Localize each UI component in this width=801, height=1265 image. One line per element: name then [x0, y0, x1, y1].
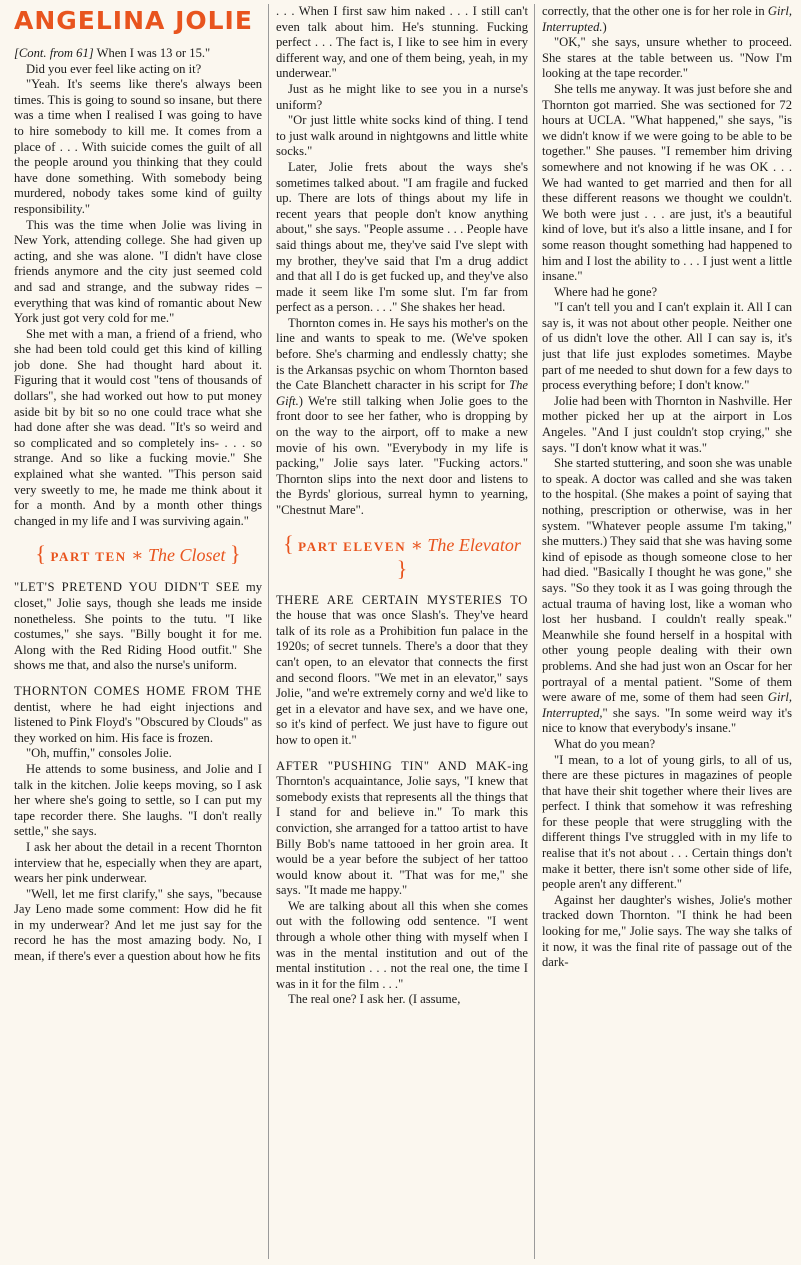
part-name: The Closet [148, 545, 226, 566]
part-label: PART ELEVEN [298, 538, 407, 554]
section-heading-part-ten: { PART TEN ∗ The Closet } [35, 541, 241, 567]
paragraph: She started stuttering, and soon she was unable to speak. A doctor was called and she was taken to the hospital. (She makes a point of saying that nothing, prescription or otherwise, was in her system. "Whatever people assume I'm taking," she mutters.) They said that she was having some kind of episode as though someone close to her had died. "Basically I thought he was gone," she says. "So they took it as I was going through the actual trauma of having lost, like a woman who lost her husband. I couldn't really speak." Meanwhile she found herself in a hospital with other young people dealing with their own problems. And she had just won an Oscar for her portrayal of a mental patient. "Some of them were aware of me, some of them had seen Girl, Interrupted," she says. "In some weird way it's nice to know that everybody's insane." [542, 456, 792, 736]
paragraph: "Oh, muffin," consoles Jolie. [26, 746, 172, 761]
paragraph: Where had he gone? [554, 284, 658, 299]
paragraph: I ask her about the detail in a recent Thornton interview that he, especially when they are apart, wears her pink underwear. [14, 839, 262, 886]
column-1 [14, 4, 262, 1261]
paragraph: Jolie had been with Thornton in Nashville. Her mother picked her up at the airport in Los Angeles. "And I just couldn't stop crying," she says. "I don't know what it was." [542, 393, 792, 455]
paragraph: Later, Jolie frets about the ways she's sometimes talked about. "I am fragile and fucked up. There are lots of things about my life in recent years that people don't know anything about," she says. "People assume . . . People have said things about me, they've said I've slept with my brother, they've said that I'm a drug addict and that all I do is get fucked up, and they've also made it seem like I'm some slut. I'm far from perfect as a person. . . ." She shakes her head. [276, 159, 528, 315]
lead-in: THERE ARE CERTAIN MYSTERIES TO [276, 592, 528, 607]
paragraph: She tells me anyway. It was just before she and Thornton got married. She was sectioned for 72 hours at UCLA. "What happened," she says, "is we didn't know if we were going to be able to be together." She pauses. "I remember him driving somewhere and not knowing if he was OK . . . We had wanted to get married and then for all these different reasons we thought we couldn't. We both were just . . . are just, it's a beautiful kind of love, but it's also a little insane, and I for some reason thought something had happened to him and I lost the ability to . . . I just went a little insane." [542, 81, 792, 284]
paragraph: She met with a man, a friend of a friend, who she had been told could get this kind of killing job done. She had thought hard about it. Figuring that it would cost "tens of thousands of dollars", she had worked out how to put money aside bit by bit so no one could trace what she had done after she was dead. "It's so weird and so complicated and so completely ins- . . . so strange. And so like a fucking movie." She explained what she wanted. "This person said very sweetly to me, he made me think about it for a month. And by a month other things changed in my life and I was surviving again." [14, 326, 262, 528]
article-title: ANGELINA JOLIE [14, 6, 253, 35]
paragraph: "Yeah. It's seems like there's always been times. This is going to sound so insane, but there was a time when I realised I was going to have to hire somebody to kill me. It comes from a place of . . . With suicide comes the guilt of all the people around you thinking that they could have done something. With somebody being murdered, nobody takes some kind of guilty responsibility." [14, 77, 262, 216]
paragraph: What do you mean? [554, 736, 656, 751]
paragraph: "OK," she says, unsure whether to proceed. She stares at the table between us. "Now I'm looking at the tape recorder." [542, 35, 792, 81]
paragraph: "Well, let me first clarify," she says, "because Jay Leno made some comment: How did he fit in my underwear? And let me just say for the record he has the most amazing body. No, I mean, if there's ever a question about how he fits [14, 886, 262, 964]
part-name: The Elevator [427, 534, 521, 555]
paragraph: "I can't tell you and I can't explain it. All I can say is, it was not about other people. Neither one of us didn't love the other. All I can say is, it's just that life just explodes sometimes. Maybe part of me needed to shut down for a few days to process everything before; I don't know." [542, 300, 792, 393]
paragraph: . . . When I first saw him naked . . . I still can't even talk about him. He's stunning. Fucking perfect . . . The fact is, I like to see him in every different way, and one of them being, yeah, in my underwear." [276, 4, 528, 81]
paragraph: Thornton comes in. He says his mother's on the line and wants to speak to me. (We've spoken before. She's charming and endlessly chatty; she is the Arkansas psychic on whom Thornton based the Cate Blanchett character in his script for The Gift.) We're still talking when Jolie goes to the front door to see her father, who is dropping by on the way to the airport, off to make a new movie of his own. "Everybody in my life is packing," Jolie says later. "Fucking actors." Thornton slips into the next door and listens to the Byrds' glorious, surreal hymn to yearning, "Chestnut Mare". [276, 315, 528, 517]
paragraph: "I mean, to a lot of young girls, to all of us, there are these pictures in magazines of people that have their shit together where their lives are perfect. I think that somehow it was refreshing for these people that were struggling with the different things I've struggled with in my life to realise that it's not about . . . Certain things don't make it better, there isn't some other side of life, people aren't any different." [542, 752, 792, 892]
paragraph: Did you ever feel like acting on it? [26, 61, 202, 76]
column-rule-left [268, 4, 269, 1259]
star-icon: ∗ [131, 545, 144, 566]
paragraph: We are talking about all this when she comes out with the following odd sentence. "I went through a whole other thing with myself when I was in the mental institution and out of the mental institution . . . not the real one, the time I was in it for the film . . ." [276, 898, 528, 991]
paragraph: The real one? I ask her. (I assume, [288, 992, 461, 1007]
paragraph: Just as he might like to see you in a nurse's uniform? [276, 81, 528, 112]
column-2 [276, 4, 528, 1261]
paragraph: THORNTON COMES HOME FROM THE dentist, where he had eight injections and listened to Pink Floyd's "Obscured by Clouds" as they worked on him. His face is frozen. [14, 683, 262, 745]
paragraph: correctly, that the other one is for her role in Girl, Interrupted.) [542, 4, 792, 34]
column-3 [542, 4, 792, 1261]
section-heading-part-eleven: { PART ELEVEN ∗ The Elevator } [283, 530, 521, 581]
paragraph: Against her daughter's wishes, Jolie's mother tracked down Thornton. "I think he had been looking for me," Jolie says. The way she talks of it now, it was the final rite of passage out of the dark- [542, 892, 792, 970]
continued-from-note: [Cont. from 61] [14, 46, 94, 60]
paragraph: THERE ARE CERTAIN MYSTERIES TO the house that was once Slash's. They've heard talk of its role as a Prohibition fun palace in the 1920s; of secret tunnels. There's a door that they can't open, to an elevator that connects the first and second floors. "We met in an elevator," says Jolie, "and we're extremely corny and we'd like to get in a elevator and have sex, and we have one, so it's kind of perfect. We just have to figure out how to open it." [276, 592, 528, 747]
paragraph: "Or just little white socks kind of thing. I tend to just walk around in nightgowns and little white socks." [276, 113, 528, 159]
paragraph: [Cont. from 61] When I was 13 or 15." [14, 46, 211, 60]
part-label: PART TEN [50, 549, 127, 565]
column-rule-right [534, 4, 535, 1259]
paragraph: AFTER "PUSHING TIN" AND MAK-ing Thornton's acquaintance, Jolie says, "I knew that somebody exists that represents all the things that I stand for and believe in." To mark this conviction, she arranged for a tattoo artist to have Billy Bob's name tattooed in her groin area. It would be a year before the subject of her tattoo would know about it. "That was for me," she says. "It made me happy." [276, 758, 528, 898]
lead-in: "LET'S PRETEND YOU DIDN'T SEE [14, 580, 240, 595]
star-icon: ∗ [410, 534, 423, 555]
paragraph: He attends to some business, and Jolie and I talk in the kitchen. Jolie keeps moving, so I ask her where she's going to settle, so I can put my tape recorder there. She laughs. "I don't really settle," she says. [14, 761, 262, 839]
lead-in: THORNTON COMES HOME FROM THE [14, 683, 262, 698]
paragraph: "LET'S PRETEND YOU DIDN'T SEE my closet," Jolie says, though she leads me inside nonetheless. She points to the tutu. "I like costumes," she says. "Billy bought it for me. Along with the Red Riding Hood outfit." She shows me that, and also the nurse's uniform. [14, 580, 262, 673]
lead-in: AFTER "PUSHING TIN" AND MAK- [276, 758, 512, 773]
paragraph: This was the time when Jolie was living in New York, attending college. She had given up acting, and she was alone. "I didn't have close friends anymore and the city just seemed cold and sad and strange, and the subway rides – everything that was kind of romantic about New York just got very cold for me." [14, 217, 262, 326]
